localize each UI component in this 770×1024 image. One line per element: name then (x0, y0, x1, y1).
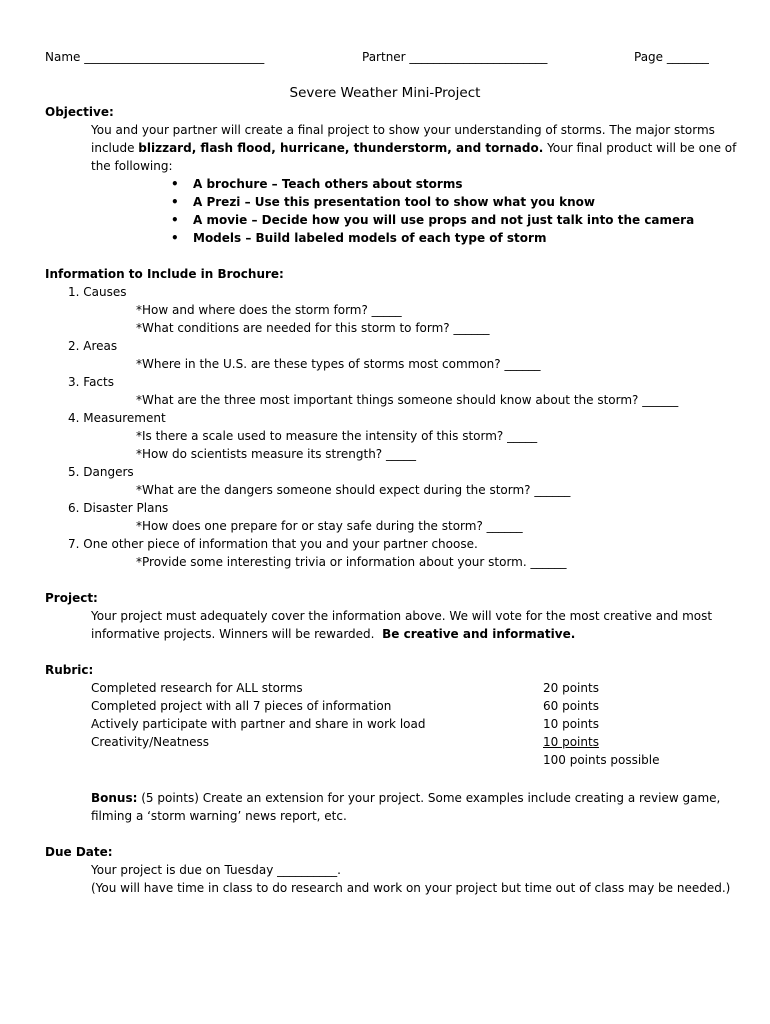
rubric-points: 20 points (543, 681, 599, 695)
rubric-points: 60 points (543, 699, 599, 713)
info-item-question: *How do scientists measure its strength? _____ (136, 447, 416, 461)
objective-text: You and your partner will create a final project to show your understanding of storms. The major storms (91, 123, 715, 137)
info-item-question: *How and where does the storm form? _____ (136, 303, 402, 317)
bonus-text: filming a ‘storm warning’ news report, etc. (91, 809, 347, 823)
storm-types: blizzard, flash flood, hurricane, thunderstorm, and tornado. (138, 141, 544, 155)
project-text-plain: informative projects. Winners will be rewarded. (91, 627, 375, 641)
list-item: • Models – Build labeled models of each type of storm (193, 230, 546, 246)
info-item-question: *Where in the U.S. are these types of storms most common? ______ (136, 357, 541, 371)
list-item: • A movie – Decide how you will use props and not just talk into the camera (193, 212, 694, 228)
objective-text: the following: (91, 159, 173, 173)
name-field: Name ______________________________ (45, 50, 265, 64)
objective-text-suffix: Your final product will be one of (543, 141, 737, 155)
bonus-text (91, 790, 720, 806)
info-item-question: *Provide some interesting trivia or information about your storm. ______ (136, 555, 567, 569)
bonus-label: Bonus: (91, 791, 138, 805)
info-item-label: 5. Dangers (68, 465, 134, 479)
list-item: • A brochure – Teach others about storms (193, 176, 462, 192)
info-item-question: *How does one prepare for or stay safe during the storm? ______ (136, 519, 523, 533)
objective-text-prefix: include (91, 141, 139, 155)
project-heading: Project: (45, 591, 98, 605)
info-item-label: 4. Measurement (68, 411, 166, 425)
info-item-label: 7. One other piece of information that you and your partner choose. (68, 537, 478, 551)
rubric-heading: Rubric: (45, 663, 94, 677)
rubric-item: Completed research for ALL storms (91, 681, 303, 695)
info-item-label: 2. Areas (68, 339, 118, 353)
info-item-question: *What conditions are needed for this storm to form? ______ (136, 321, 490, 335)
due-date-heading: Due Date: (45, 845, 113, 859)
objective-heading: Objective: (45, 105, 114, 119)
project-emphasis: Be creative and informative. (382, 627, 576, 641)
info-item-question: *What are the dangers someone should expect during the storm? ______ (136, 483, 571, 497)
rubric-item: Creativity/Neatness (91, 735, 210, 749)
due-date-note: (You will have time in class to do research and work on your project but time out of class may be needed.) (91, 881, 731, 895)
due-date-text: Your project is due on Tuesday __________. (91, 863, 341, 877)
project-text (91, 626, 575, 642)
page-field: Page _______ (634, 50, 709, 64)
objective-text (91, 140, 736, 156)
project-text: Your project must adequately cover the information above. We will vote for the most creative and most (91, 609, 713, 623)
rubric-item: Completed project with all 7 pieces of information (91, 699, 392, 713)
info-heading: Information to Include in Brochure: (45, 267, 284, 281)
rubric-total: 100 points possible (543, 753, 660, 767)
info-item-label: 1. Causes (68, 285, 127, 299)
info-item-question: *What are the three most important things someone should know about the storm? ______ (136, 393, 679, 407)
partner-field: Partner _______________________ (362, 50, 548, 64)
info-item-label: 6. Disaster Plans (68, 501, 169, 515)
info-item-question: *Is there a scale used to measure the intensity of this storm? _____ (136, 429, 538, 443)
rubric-item: Actively participate with partner and share in work load (91, 717, 426, 731)
rubric-points: 10 points (543, 717, 599, 731)
bonus-text-line1: (5 points) Create an extension for your project. Some examples include creating a review game, (141, 791, 721, 805)
list-item: • A Prezi – Use this presentation tool to show what you know (193, 194, 595, 210)
page-title: Severe Weather Mini-Project (289, 85, 481, 101)
rubric-points: 10 points (543, 735, 599, 749)
info-item-label: 3. Facts (68, 375, 114, 389)
